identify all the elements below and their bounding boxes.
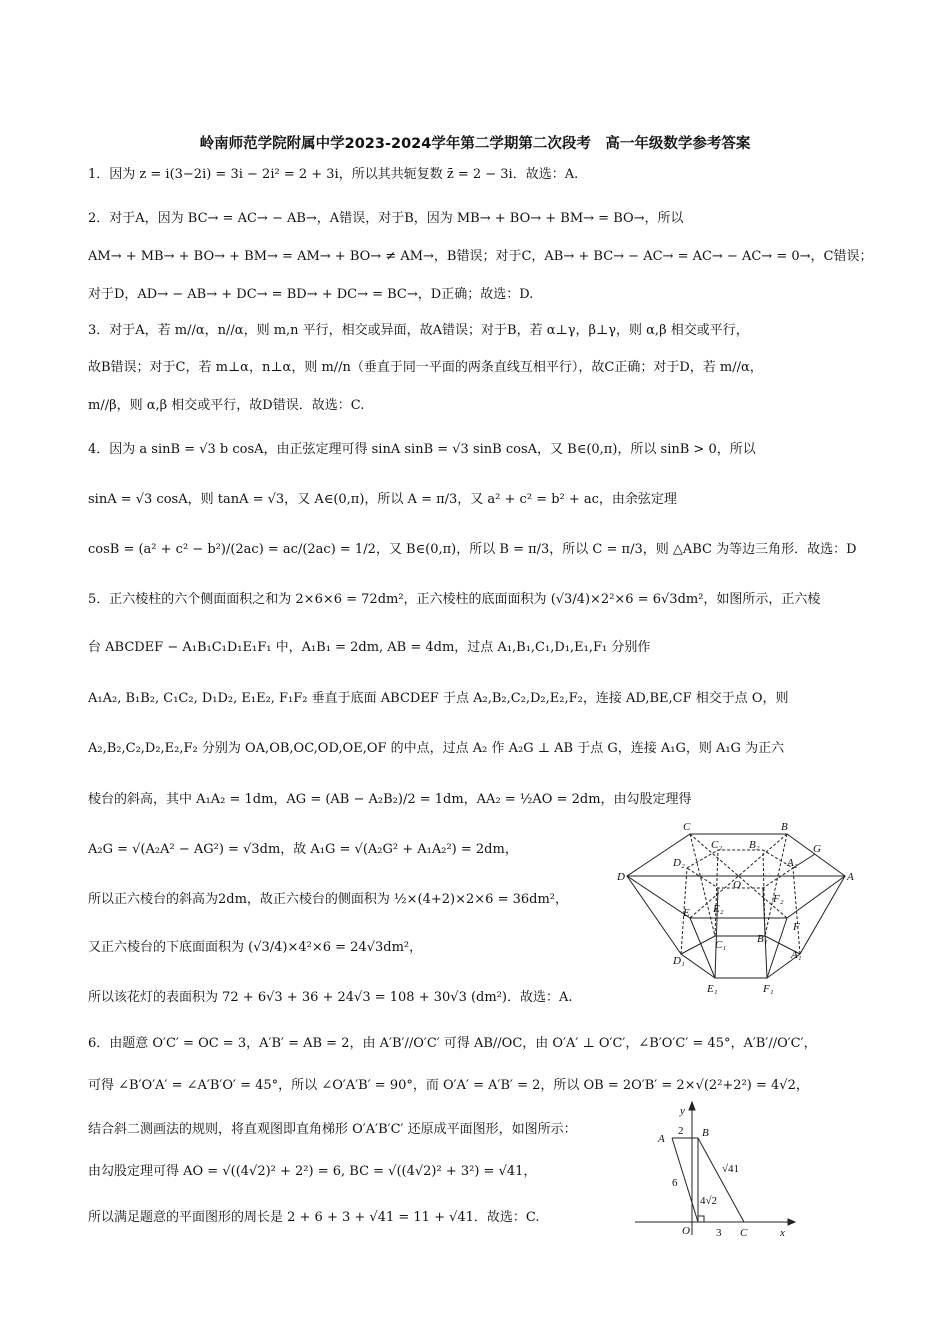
svg-text:A₂: A₂ bbox=[787, 857, 798, 869]
svg-text:√41: √41 bbox=[722, 1163, 740, 1175]
text-line: 又正六棱台的下底面面积为 (√3/4)×4²×6 = 24√3dm²， bbox=[88, 940, 423, 955]
svg-text:E: E bbox=[683, 907, 690, 919]
text-line: A₁A₂, B₁B₂, C₁C₂, D₁D₂, E₁E₂, F₁F₂ 垂直于底面 ABCDEF 于点 A₂,B₂,C₂,D₂,E₂,F₂，连接 AD,BE,CF 相交于点 O，则 bbox=[88, 691, 789, 706]
text-line: 所以该花灯的表面积为 72 + 6√3 + 36 + 24√3 = 108 + 30√3 (dm²)．故选：A. bbox=[88, 990, 573, 1005]
svg-text:A₁: A₁ bbox=[791, 949, 802, 961]
svg-text:E₂: E₂ bbox=[713, 903, 724, 915]
svg-text:B₁: B₁ bbox=[757, 933, 768, 945]
svg-text:G: G bbox=[813, 843, 821, 855]
svg-text:D₂: D₂ bbox=[673, 857, 685, 869]
hexagonal-frustum-figure bbox=[615, 818, 855, 1000]
trapezoid-figure bbox=[630, 1100, 810, 1240]
svg-text:C₁: C₁ bbox=[715, 939, 727, 951]
text-line: 棱台的斜高，其中 A₁A₂ = 1dm，AG = (AB − A₂B₂)/2 = 1dm，AA₂ = ½AO = 2dm，由勾股定理得 bbox=[88, 792, 692, 807]
text-line: 所以满足题意的平面图形的周长是 2 + 6 + 3 + √41 = 11 + √41．故选：C. bbox=[88, 1210, 540, 1225]
svg-text:O: O bbox=[733, 879, 741, 891]
text-line: 由勾股定理可得 AO = √((4√2)² + 2²) = 6, BC = √((4√2)² + 3²) = √41， bbox=[88, 1164, 537, 1179]
text-line: sinA = √3 cosA，则 tanA = √3，又 A∈(0,π)，所以 A = π/3，又 a² + c² = b² + ac，由余弦定理 bbox=[88, 492, 677, 507]
svg-text:y: y bbox=[680, 1105, 685, 1117]
svg-text:4√2: 4√2 bbox=[700, 1195, 718, 1207]
svg-text:D: D bbox=[617, 871, 625, 883]
text-line: AM→ + MB→ + BO→ + BM→ = AM→ + BO→ ≠ AM→，B错误；对于C，AB→ + BC→ − AC→ = AC→ − AC→ = 0→，C错误； bbox=[88, 249, 873, 264]
svg-text:C: C bbox=[683, 821, 691, 833]
svg-text:B: B bbox=[781, 821, 788, 833]
text-line: 6．由题意 O′C′ = OC = 3，A′B′ = AB = 2，由 A′B′//O′C′ 可得 AB//OC，由 O′A′ ⊥ O′C′，∠B′O′C′ = 45°，A′B′//O′C′， bbox=[88, 1036, 817, 1051]
text-line: 1．因为 z = i(3−2i) = 3i − 2i² = 2 + 3i，所以其共轭复数 z̄ = 2 − 3i．故选：A. bbox=[88, 167, 579, 182]
text-line: A₂,B₂,C₂,D₂,E₂,F₂ 分别为 OA,OB,OC,OD,OE,OF 的中点，过点 A₂ 作 A₂G ⊥ AB 于点 G，连接 A₁G，则 A₁G 为正六 bbox=[88, 741, 785, 756]
svg-text:x: x bbox=[780, 1227, 785, 1239]
text-line: 3．对于A，若 m//α，n//α，则 m,n 平行，相交或异面，故A错误；对于B，若 α⊥γ，β⊥γ，则 α,β 相交或平行， bbox=[88, 323, 749, 338]
svg-text:C: C bbox=[740, 1227, 748, 1239]
text-line: 对于D，AD→ − AB→ + DC→ = BD→ + DC→ = BC→，D正确；故选：D. bbox=[88, 287, 534, 302]
svg-text:B: B bbox=[702, 1127, 709, 1139]
text-line: 台 ABCDEF − A₁B₁C₁D₁E₁F₁ 中，A₁B₁ = 2dm, AB = 4dm，过点 A₁,B₁,C₁,D₁,E₁,F₁ 分别作 bbox=[88, 640, 651, 655]
svg-text:A: A bbox=[658, 1133, 665, 1145]
svg-text:F₂: F₂ bbox=[773, 893, 784, 905]
text-line: 所以正六棱台的斜高为2dm，故正六棱台的侧面积为 ½×(4+2)×2×6 = 36dm²， bbox=[88, 892, 569, 907]
svg-text:F: F bbox=[793, 921, 800, 933]
text-line: 故B错误；对于C，若 m⊥α，n⊥α，则 m//n（垂直于同一平面的两条直线互相平行），故C正确；对于D，若 m//α， bbox=[88, 360, 763, 375]
svg-text:O: O bbox=[682, 1225, 690, 1237]
text-line: cosB = (a² + c² − b²)/(2ac) = ac/(2ac) = 1/2，又 B∈(0,π)，所以 B = π/3，所以 C = π/3，则 △ABC 为等边三角形．故选：D bbox=[88, 542, 857, 557]
text-line: 4．因为 a sinB = √3 b cosA，由正弦定理可得 sinA sinB = √3 sinB cosA，又 B∈(0,π)，所以 sinB > 0，所以 bbox=[88, 442, 756, 457]
text-line: 2．对于A，因为 BC→ = AC→ − AB→，A错误，对于B，因为 MB→ + BO→ + BM→ = BO→，所以 bbox=[88, 211, 684, 226]
svg-text:D₁: D₁ bbox=[673, 955, 685, 967]
text-line: A₂G = √(A₂A² − AG²) = √3dm，故 A₁G = √(A₂G² + A₁A₂²) = 2dm， bbox=[88, 842, 518, 857]
svg-text:3: 3 bbox=[716, 1227, 722, 1239]
text-line: m//β，则 α,β 相交或平行，故D错误．故选：C. bbox=[88, 398, 365, 413]
svg-text:A: A bbox=[847, 871, 854, 883]
svg-text:B₂: B₂ bbox=[749, 839, 760, 851]
text-line: 结合斜二测画法的规则，将直观图即直角梯形 O′A′B′C′ 还原成平面图形，如图所示： bbox=[88, 1122, 577, 1137]
svg-text:E₁: E₁ bbox=[707, 983, 718, 995]
page-title: 岭南师范学院附属中学2023-2024学年第二学期第二次段考 高一年级数学参考答案 bbox=[199, 136, 751, 152]
svg-text:2: 2 bbox=[678, 1125, 684, 1137]
svg-text:6: 6 bbox=[672, 1177, 678, 1189]
text-line: 5．正六棱柱的六个侧面面积之和为 2×6×6 = 72dm²，正六棱柱的底面面积为 (√3/4)×2²×6 = 6√3dm²，如图所示，正六棱 bbox=[88, 592, 821, 607]
svg-text:F₁: F₁ bbox=[763, 983, 774, 995]
svg-text:C₂: C₂ bbox=[711, 839, 723, 851]
text-line: 可得 ∠B′O′A′ = ∠A′B′O′ = 45°，所以 ∠O′A′B′ = 90°，而 O′A′ = A′B′ = 2，所以 OB = 2O′B′ = 2×√(2²+2²) = 4√2， bbox=[88, 1078, 809, 1093]
